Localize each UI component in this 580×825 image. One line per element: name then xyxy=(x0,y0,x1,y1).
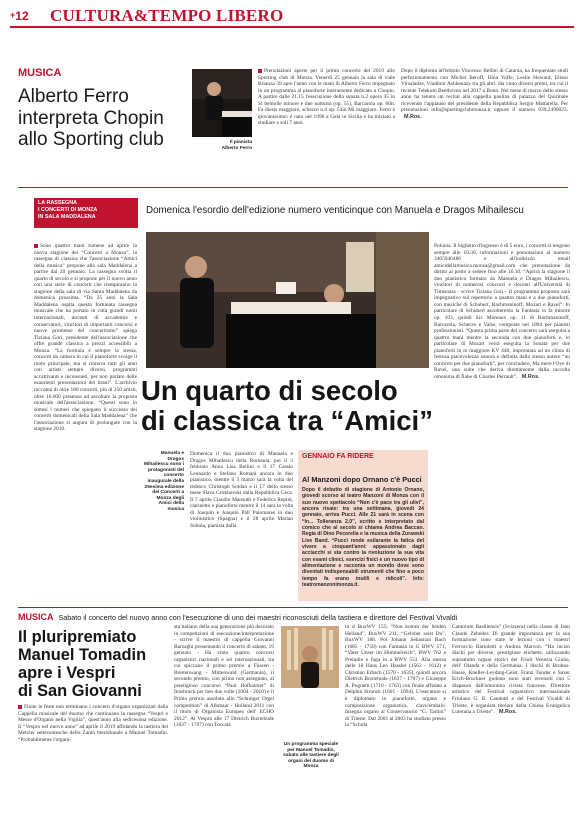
box-title: Al Manzoni dopo Ornano c'è Pucci xyxy=(302,475,422,484)
article2-text-1: Sono quattro mani rumene ad aprire la nuova stagione dei “Concerti a Monza”, la rassegna di classica che l'associazione “Amici della musica” propone alla sala Maddalena a partire dal 20 gennaio. La rassegna svolta il quarto di secolo e si propone per il nuovo anno con una serie di concerti che riempiranno la stagione della sala di via Santa Maddalena da domenica prossima. “Da 25 anni la Sala Maddalena ospita questa fortunata rassegna musicale che ha portato in città grandi nomi internazionali, docenti di accademie e conservatori, vincitori di importanti concorsi e nuove promesse del concertismo” spiega Tiziana Gori, presidente dell'associazione che offre grande classica a prezzi accessibili a Monza. “La formula è sempre la stessa, concerti da camera in cui il pianoforte svolge il ruolo principale, ma si rinnova tutti gli anni con artisti sempre diversi, programmi accattivanti e inconsueti, per non parlare delle esaurienti presentazioni dei brani”. L'archivio racconta di oltre 180 concerti, più di 250 artisti, oltre 16.000 presenze ad ascoltare la proposta musicale dell'associazione: “Questi sono in sintesi i numeri che spiegano il successo dei concerti domenicali della Sala Maddalena” che l'associazione si augura di prolungare con la stagione 2019. xyxy=(34,243,137,433)
article2-subtitle: Domenica l'esordio dell'edizione numero venticinque con Manuela e Dragos Mihailescu xyxy=(146,205,524,216)
article3-text-1: Finite le feste non terminano i concerti d'organo organizzati dalla Cappella musicale del duomo che continuano la rassegna “Vespri e Messe d'Organo nella Vigilia”, quest'anno alla sedicesima edizione. Il “Vespro nel nuovo anno” ad aprile il 2019 affidando la tastiera del Metzler settecentesche dello Zanin meridionale a Manuel Tomadin. “Probabilmente l'organi- xyxy=(18,704,168,743)
article3-photo-organist xyxy=(281,626,339,688)
article1-photo-pianist xyxy=(192,69,252,137)
caption-line: Alberto Ferro xyxy=(221,145,252,151)
divider xyxy=(18,607,568,608)
article2-text-2: Domenica il duo pianistico di Manuela e Dragos Mihailescu della Romania, poi il 3 febbraio Anna Lisa Bellini e il 17 Cassio Leonardo e Stefano Romani ancora in duo pianistico, mentre il 3 marzo sarà la volta del tedesco Christoph Soldan e il 17 dello stesso mese Slava Grokhovski dalla Repubblica Ceca. Il 7 aprile Claudio Mansutti e Federica Repini, clarinetto e pianoforte mentre il 14 sarà la volta di Joaquín e Joaquín Páll Palomares in duo violinistico (Spagna) e il 28 aprile Marian Sobula, pianista dalla xyxy=(190,451,293,530)
article2-title-line: Un quarto di secolo xyxy=(141,375,398,406)
article3-kicker-text: Sabato il concerto del nuovo anno con l'esecuzione di uno dei maestri riconosciuti della tastiera e direttore del Festival Vivaldi xyxy=(58,613,458,622)
page-number: +12 xyxy=(10,9,29,23)
article1-column-2 xyxy=(401,68,568,180)
tag-line: LA RASSEGNA xyxy=(38,200,78,206)
pianist-image xyxy=(192,69,252,137)
box-kicker: GENNAIO FA RIDERE xyxy=(302,453,374,460)
article1-title xyxy=(18,86,164,151)
article3-title-line: Manuel Tomadin xyxy=(18,646,147,664)
section-title: CULTURA&TEMPO LIBERO xyxy=(50,6,284,25)
article3-photo-caption: Un programma speciale per Manuel Tomadin, sabato alle tastiere degli organi del duomo di Monza xyxy=(283,742,339,770)
divider xyxy=(18,187,568,188)
article3-text-2: sta italiano della sua generazione più decorato in competizioni di esecuzione/interpretazione - scrive il maestro di cappella Giovanni Barzaghi presentando il concerto di sabato, 19 gennaio - Ha vinto quattro concorsi organistici nazionali e sei internazionali, tra cui spiccano il primo premio a Füssen - Breitenwang - Mittenwald (Germania), il secondo premio, con primo non assegnato, al prestigioso concorso “Paul Hofhaimer” di Innsbruck per ben due volte (2004 - 2010) e il Primo premio assoluto allo “Schnitger Orgel competition” di Alkmaar - Holland 2011 con il titolo di Organista Europeo dell' ECHO 2012”. Al Vespro alle 17 Dietrich Buxtehude (1637 - 1707) con Toccata xyxy=(174,624,274,729)
article3-column-2 xyxy=(174,624,274,818)
article2-text-3: Polonia. Il biglietto d'ingresso è di 5 euro, i concerti si tengono sempre alle 16.30, informazioni e prenotazioni al numero 3405946486 e all'indirizzo email amicidellamusica.monza@gmail.com che prenotazione da diritto al posto a sedere fino alle 16.10. “Aprirà la stagione il duo pianistico formato da Manuela e Dragos Mihailescu, vincitori di numerosi concorsi e docenti all'Università di Timisoara - scrive Tiziana Gori - Il programma proposto sarà impegnativo sul repertorio a quattro mani e a due pianoforti, con musiche di Schubert, Rachmaninoff, Mozart e Ravel”. In particolare di Schubert ascolteremo la Fantasia in fa minore op. 103, quindi Six Moreaux op. 11 di Rachmaninoff, Barcarola, Scherzo e Valse, composte nel 1894 per pianisti professionisti. “Questa prima parte del concerto sarà eseguita a quattro mani mentre la seconda con due pianoforti e, in particolare di Mozart verrà eseguita la Sonata per due pianoforti in re maggiore KV 448, improntata ad un clima di festosa piacevolezza sonora e definita dallo stesso autore “un concerto per due pianoforti”, per concludere, Ma mere l'Oye di Ravel, una suite che deriva direttamente dalla raccolta omonima di fiabe di Charles Perrault”. xyxy=(434,243,570,380)
article2-column-3 xyxy=(434,243,570,601)
article1-title-line: allo Sporting club xyxy=(18,129,164,150)
article1-column-1 xyxy=(258,68,395,180)
article2-column-2 xyxy=(190,451,293,601)
article1-title-line: interpreta Chopin xyxy=(18,107,164,129)
article1-kicker: MUSICA xyxy=(18,67,62,79)
article2-signature: M.Ros. xyxy=(521,373,540,380)
article2-title xyxy=(141,376,441,436)
article2-photo-caption: Manuela e Dragos Mihailescu sono i protagonisti del concerto inaugurale della 25esima edizione dei Concerti a Monza degli Amici della musica xyxy=(144,451,184,512)
article1-title-line: Alberto Ferro xyxy=(18,86,129,107)
article2-photo-duo xyxy=(146,232,429,368)
article3-kicker-line xyxy=(18,612,572,622)
article1-text-2: Dopo il diploma all'istituto Vincenzo Bellini di Catania, ha frequentato studi perfezionamento con Michel Béroff, Dina Yoffe, Leslie Howard, Elisso Virsaladze, Vladimir Ashkenazy tra gli altri. Ha vinto diversi premi, tra cui il recente Telekom Beethoven nel 2017 a Bonn. Nel mese di marzo dello stesso anno ha tenuto un recital alla cappella paolina di palazzo del Quirinale ricevendo l'applauso del presidente della Repubblica Sergio Mattarella. Per prenotazioni info@sportingclubmonza.it oppure il numero 039.2496023. xyxy=(401,68,568,114)
tag-line: I CONCERTI DI MONZA xyxy=(38,206,98,213)
article3-title-line: apre i Vespri xyxy=(18,664,116,682)
article1-text-1: Prenotazioni aperte per il primo concerto del 2019 allo Sporting club di Monza. Venerdì 25 gennaio la sala di viale Brianza 39 apre l'anno con le mani di Alberto Ferro impegnato in un programma al pianoforte interamente dedicato a Chopin. A partire dalle 21.15 l'esecuzione della sonata n.2 opera 35 in Si bemolle minore e due notturni (op. 55), Barcarola op. 60n. Fa diesis maggiore, scherzo n.4 op. 54in Mi maggiore. Ferro è giovanissimo: è nato nel 1996 a Gela in Sicilia e ha iniziato a studiare a soli 7 anni. xyxy=(258,68,395,127)
box-gennaio xyxy=(298,450,428,601)
article1-photo-caption xyxy=(182,140,252,151)
article3-title-line: Il pluripremiato xyxy=(18,628,137,646)
article3-column-3 xyxy=(345,624,446,818)
page-header xyxy=(10,4,574,28)
article2-column-1 xyxy=(34,243,137,601)
bullet-icon xyxy=(34,244,38,248)
article2-title-line: di classica tra “Amici” xyxy=(141,405,433,436)
article3-text-4: Cantorum Basiliensis” (Svizzera) nella classe di Jean Claude Zehnder. Di grande importanza per la sua formazione sono state le lezioni con i maestri Ferruccio Bartoletti e Andrea Marcon. “Ha inciso dischi per diverse, prestigiose etichette, utilizzando soprattutto organi storici del Friuli Venezia Giulia, dell' Olanda e della Germania. I dischi di Bruhns-Hasse, Kneller-Leyding-Geist, Franz Tunder e Saxer Erich-Bruckner godono sono stati recensiti con 5 diapason dall'omonima rivista francese. Direttore artistico del Festival organistico internazionale Friulano G. B. Candotti e del Festival Vivaldi di Trieste, è organista titolare della Chiesa Evangelica Luterana a Trieste”. xyxy=(452,624,570,716)
article3-column-1 xyxy=(18,704,168,818)
tag-line: IN SALA MADDALENA xyxy=(38,213,96,220)
header-rule xyxy=(10,26,574,28)
organist-image xyxy=(281,626,339,688)
article3-column-4 xyxy=(452,624,570,818)
article3-title xyxy=(18,628,188,700)
article3-signature: M.Ros. xyxy=(499,709,517,716)
bullet-icon xyxy=(258,69,262,73)
article3-kicker: MUSICA xyxy=(18,612,54,622)
bullet-icon xyxy=(18,705,22,709)
duo-image xyxy=(146,232,429,368)
box-body: Dopo il debutto di stagione di Antonio Ornano, giovedì scorso al teatro Manzoni di Monza con il suo nuovo spettacolo “Non c'è pace tra gli ulivi”, ancora risate: tra una settimana, giovedì 24 gennaio, arriva Pucci. Alle 21 sarà in scena con “In... Tolleranza 2.0”, scritto e interpretato dal comico che al secolo si chiama Andrea Baccan. Regia di Dino Pecorella e la musica della Zurawski Live Band. “Pucci rende esilarante la fatica del vivere a cinquant'anni: appassionato dagli acciacchi si sta contro la rivoluzione la sua vita con esami clinici, esercizi fisici e un nuovo tipo di alimentazione e racconta un mondo dove sono diventati indispensabili strumenti che fino a poco tempo fa erano inutili e ridicoli”. Info: teatromanzonimonza.it. xyxy=(302,487,424,589)
article3-text-3: in d BuxWV 155; “Nun komm der heiden Heiland”, BuxWV 211; “Gelobet seist Du”, BuxWV 188. Poi Johann Sebastian Bach (1685 - 1750) con Fantasia in G BWV 571, “Vater Unser im Himmelreich”, BWV 762 e Preludio e fuga in a BWV 551. Alla messa delle 18 Hans Leo Hassler (1562 - 1612) e Christian Erbach (1570 - 1635), quindi ancora Dietrich Buxtehude (1637 - 1707) e Giuseppe A. Pugnetti (1710 - 1763) con finale affidato a Delphin Strunck (1601 - 1694). L'esecutore si è diplomato in pianoforte, organo e composizione organistica, clavicembalo. Insegna organo al Conservatorio “G. Tartini” di Trieste. Dal 2001 al 2003 ha studiato presso la “Schola xyxy=(345,624,446,729)
caption-line: Il pianista xyxy=(229,140,252,145)
article1-signature: M.Ros. xyxy=(404,113,422,120)
article3-title-line: di San Giovanni xyxy=(18,682,142,700)
article2-tag xyxy=(34,198,138,228)
